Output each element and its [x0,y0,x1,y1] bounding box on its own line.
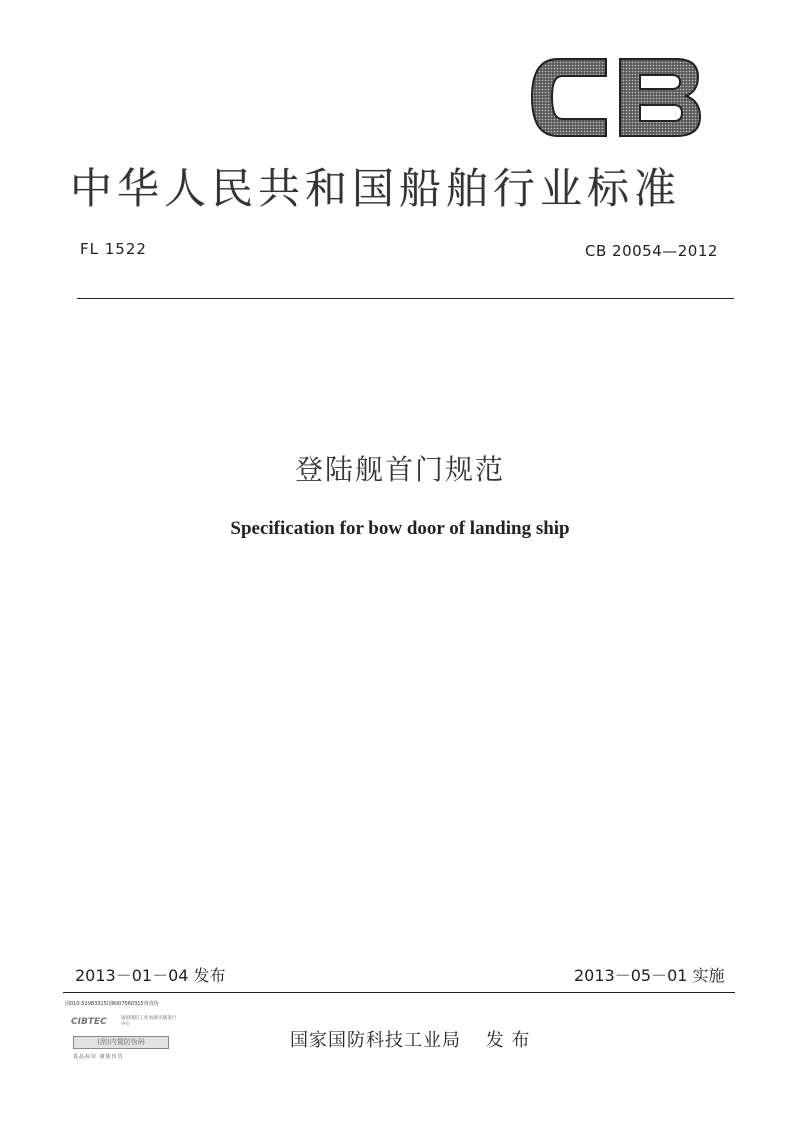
stamp-footer: 真品标识 谨防仿冒 [73,1054,124,1060]
standard-title: 中华人民共和国船舶行业标准 [70,164,682,213]
implementation-date: 2013－05－01 实施 [574,966,725,985]
publisher-name: 国家国防科技工业局 [290,1030,461,1051]
publisher [290,1026,530,1052]
issue-date: 2013－01－04 发布 [75,966,226,985]
publish-word: 发 布 [485,1030,531,1051]
footer-divider [63,992,735,993]
header-divider [77,298,734,299]
classification-code: FL 1522 [80,240,147,258]
cb-logo [526,55,704,140]
logo-letter-b [620,59,700,136]
document-title-en: Specification for bow door of landing ship [230,518,570,539]
standard-number: CB 20054—2012 [585,242,718,260]
document-title-zh: 登陆舰首门规范 [294,453,505,486]
stamp-org: 国国国防工业 标准出版发行中心 [121,1016,177,1027]
stamp-logo: CIBTEC [71,1017,107,1027]
logo-letter-c [532,59,606,136]
anti-counterfeit-stamp [63,998,181,1064]
stamp-scratch-label: (刮)内置防伪码 [73,1036,169,1049]
stamp-serial: 国010-52983315国8007060315查真伪 [65,1001,159,1007]
